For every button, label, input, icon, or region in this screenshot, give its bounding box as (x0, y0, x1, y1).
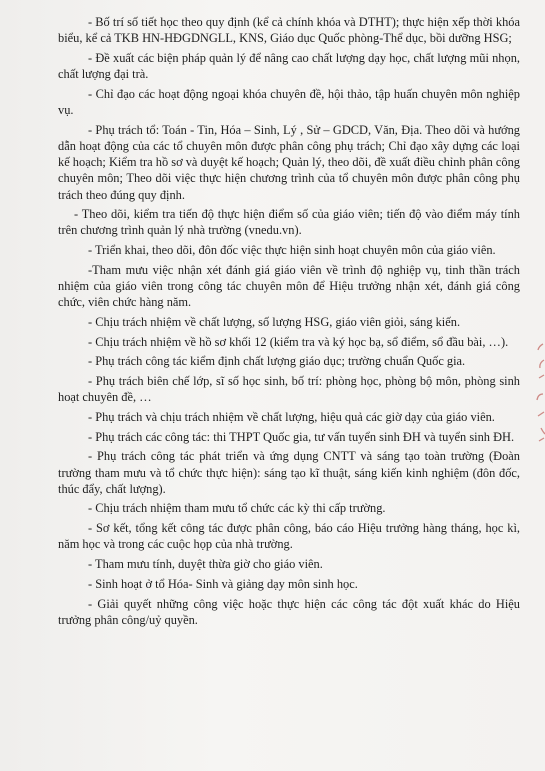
duty-item: - Sinh hoạt ở tổ Hóa- Sinh và giảng dạy môn sinh học. (88, 576, 358, 591)
duty-item: - Phụ trách công tác phát triển và ứng dụng CNTT và sáng tạo toàn trường (Đoàn trường tham mưu và tổ chức thực hiện): sáng tạo kĩ thuật, sáng kiến kinh nghiệm (đôn đốc, thúc đẩy, chất lượng). (58, 449, 520, 496)
duty-item: - Chịu trách nhiệm về chất lượng, số lượng HSG, giáo viên giỏi, sáng kiến. (88, 314, 461, 329)
duty-item: - Tham mưu tính, duyệt thừa giờ cho giáo viên. (88, 557, 323, 572)
duty-item: - Sơ kết, tổng kết công tác được phân công, báo cáo Hiệu trưởng hàng tháng, học kì, năm học và trong các cuộc họp của nhà trường. (58, 521, 520, 552)
duty-item: - Chịu trách nhiệm tham mưu tổ chức các kỳ thi cấp trường. (88, 501, 386, 516)
duty-item: - Đề xuất các biện pháp quản lý để nâng cao chất lượng dạy học, chất lượng mũi nhọn, chất lượng đại trà. (58, 50, 520, 82)
duty-item: -Tham mưu việc nhận xét đánh giá giáo viên về trình độ nghiệp vụ, tinh thần trách nhiệm của giáo viên trong công tác chuyên môn để Hiệu trưởng nhận xét, đánh giá công chức, viên chức hàng năm. (58, 262, 520, 310)
duty-item: - Chỉ đạo các hoạt động ngoại khóa chuyên đề, hội thảo, tập huấn chuyên môn nghiệp vụ. (58, 86, 520, 118)
duty-item: - Phụ trách tổ: Toán - Tin, Hóa – Sinh, Lý , Sử – GDCD, Văn, Địa. Theo dõi và hướng dẫn hoạt động của các tổ chuyên môn được phân công phụ trách; Chỉ đạo xây dựng các loại kế hoạch; Kiểm tra hồ sơ và duyệt kế hoạch; Quản lý, theo dõi, đề xuất điều chỉnh phân công chuyên môn; Theo dõi việc thực hiện chương trình của tổ chuyên môn được phân công phụ trách theo đúng quy định. (58, 122, 520, 202)
duty-list (58, 14, 520, 631)
duty-item: - Giải quyết những công việc hoặc thực hiện các công tác đột xuất khác do Hiệu trưởng phân công/uỷ quyền. (58, 596, 520, 627)
duty-item: - Theo dõi, kiểm tra tiến độ thực hiện điểm số của giáo viên; tiến độ vào điểm máy tính trên chương trình quản lý nhà trường (vnedu.vn). (58, 207, 520, 238)
duty-item: - Phụ trách công tác kiểm định chất lượng giáo dục; trường chuẩn Quốc gia. (88, 354, 466, 369)
duty-item: - Chịu trách nhiệm về hồ sơ khối 12 (kiểm tra và ký học bạ, sổ điểm, sổ đầu bài, …). (88, 334, 509, 349)
seal-bleed-marks (535, 338, 545, 448)
duty-item: - Bố trí số tiết học theo quy định (kể cả chính khóa và DTHT); thực hiện xếp thời khóa biểu, kể cả TKB HN-HĐGDNGLL, KNS, Giáo dục Quốc phòng-Thể dục, bồi dưỡng HSG; (58, 15, 520, 46)
seal-fragment-icon (535, 338, 545, 448)
duty-item: - Triển khai, theo dõi, đôn đốc việc thực hiện sinh hoạt chuyên môn của giáo viên. (88, 243, 496, 258)
duty-item: - Phụ trách biên chế lớp, sĩ số học sinh, bố trí: phòng học, phòng bộ môn, phòng sinh hoạt chuyên đề, … (58, 374, 520, 405)
duty-item: - Phụ trách các công tác: thi THPT Quốc gia, tư vấn tuyển sinh ĐH và tuyển sinh ĐH. (88, 429, 515, 444)
duty-item: - Phụ trách và chịu trách nhiệm về chất lượng, hiệu quả các giờ dạy của giáo viên. (88, 409, 495, 424)
